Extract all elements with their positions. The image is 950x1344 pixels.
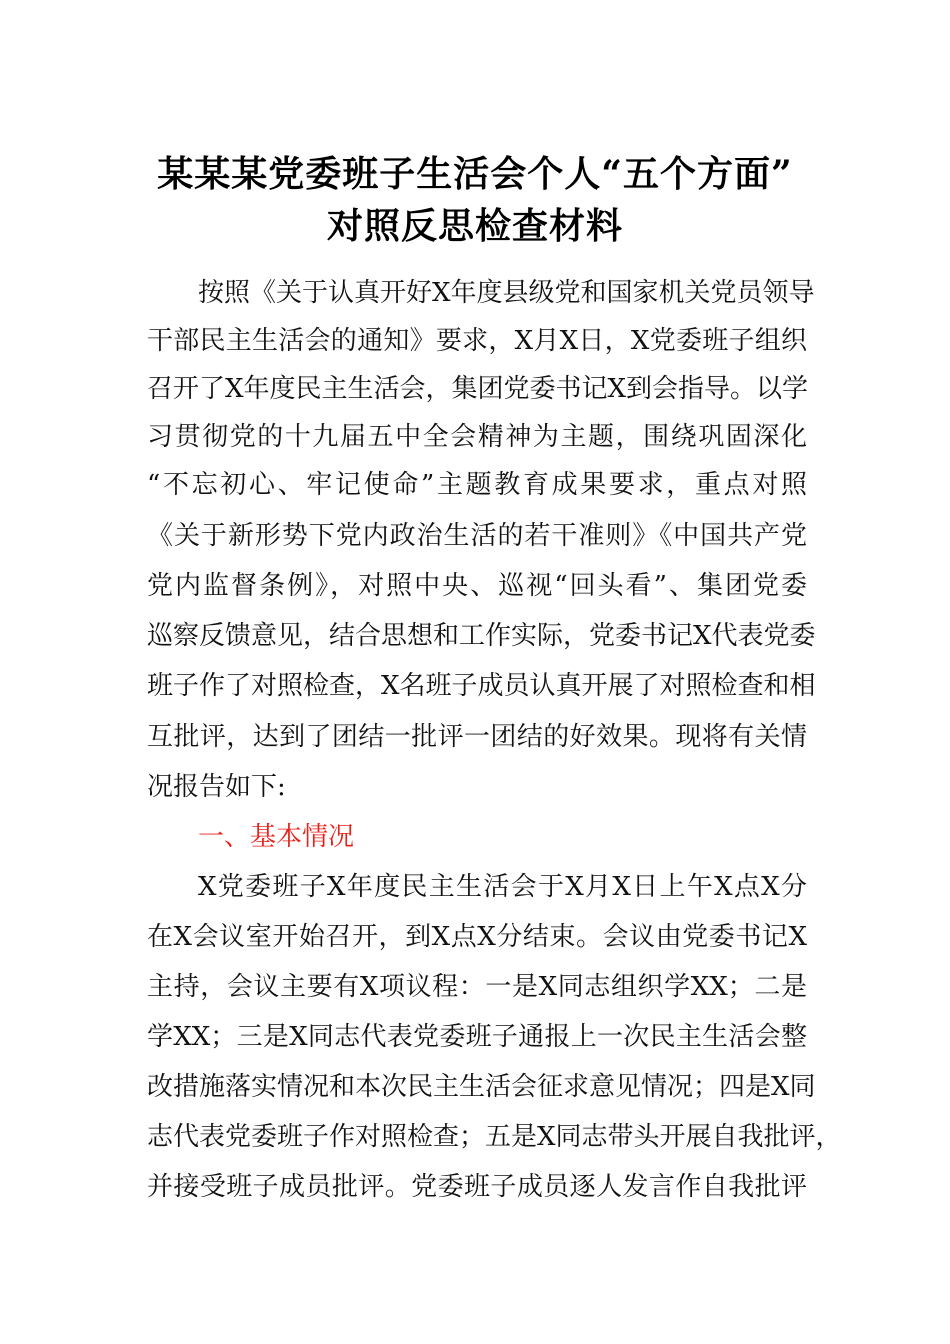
paragraph-line: 干部民主生活会的通知》要求，X月X日，X党委班子组织	[147, 326, 807, 356]
paragraph-line: 党内监督条例》，对照中央、巡视“回头看”、集团党委	[147, 571, 807, 601]
paragraph-line: 在X会议室开始召开，到X点X分结束。会议由党委书记X	[147, 922, 807, 952]
paragraph-line: 班子作了对照检查，X名班子成员认真开展了对照检查和相	[147, 671, 816, 701]
document-title-line-1: 某某某党委班子生活会个人“五个方面”	[157, 153, 793, 195]
paragraph-line: 习贯彻党的十九届五中全会精神为主题，围绕巩固深化	[147, 422, 807, 452]
paragraph-line: 改措施落实情况和本次民主生活会征求意见情况；四是X同	[147, 1072, 816, 1102]
paragraph-line: 召开了X年度民主生活会，集团党委书记X到会指导。以学	[147, 374, 809, 404]
section-heading: 一、基本情况	[198, 822, 355, 852]
paragraph-line: 学XX；三是X同志代表党委班子通报上一次民主生活会整	[147, 1022, 807, 1052]
paragraph-line: X党委班子X年度民主生活会于X月X日上午X点X分	[198, 872, 807, 902]
document-title-line-2: 对照反思检查材料	[326, 205, 623, 247]
paragraph-line: 志代表党委班子作对照检查；五是X同志带头开展自我批评，	[147, 1122, 842, 1152]
paragraph-line: 主持，会议主要有X项议程：一是X同志组织学XX；二是	[147, 972, 807, 1002]
paragraph-line: “不忘初心、牢记使命”主题教育成果要求，重点对照	[147, 470, 807, 500]
paragraph-line: 巡察反馈意见，结合思想和工作实际，党委书记X代表党委	[147, 621, 816, 651]
paragraph-line: 况报告如下:	[147, 772, 286, 802]
paragraph-line: 《关于新形势下党内政治生活的若干准则》《中国共产党	[147, 521, 807, 551]
paragraph-line: 并接受班子成员批评。党委班子成员逐人发言作自我批评	[147, 1172, 807, 1202]
paragraph-line: 互批评，达到了团结一批评一团结的好效果。现将有关情	[147, 722, 807, 752]
paragraph-line: 按照《关于认真开好X年度县级党和国家机关党员领导	[198, 278, 815, 308]
